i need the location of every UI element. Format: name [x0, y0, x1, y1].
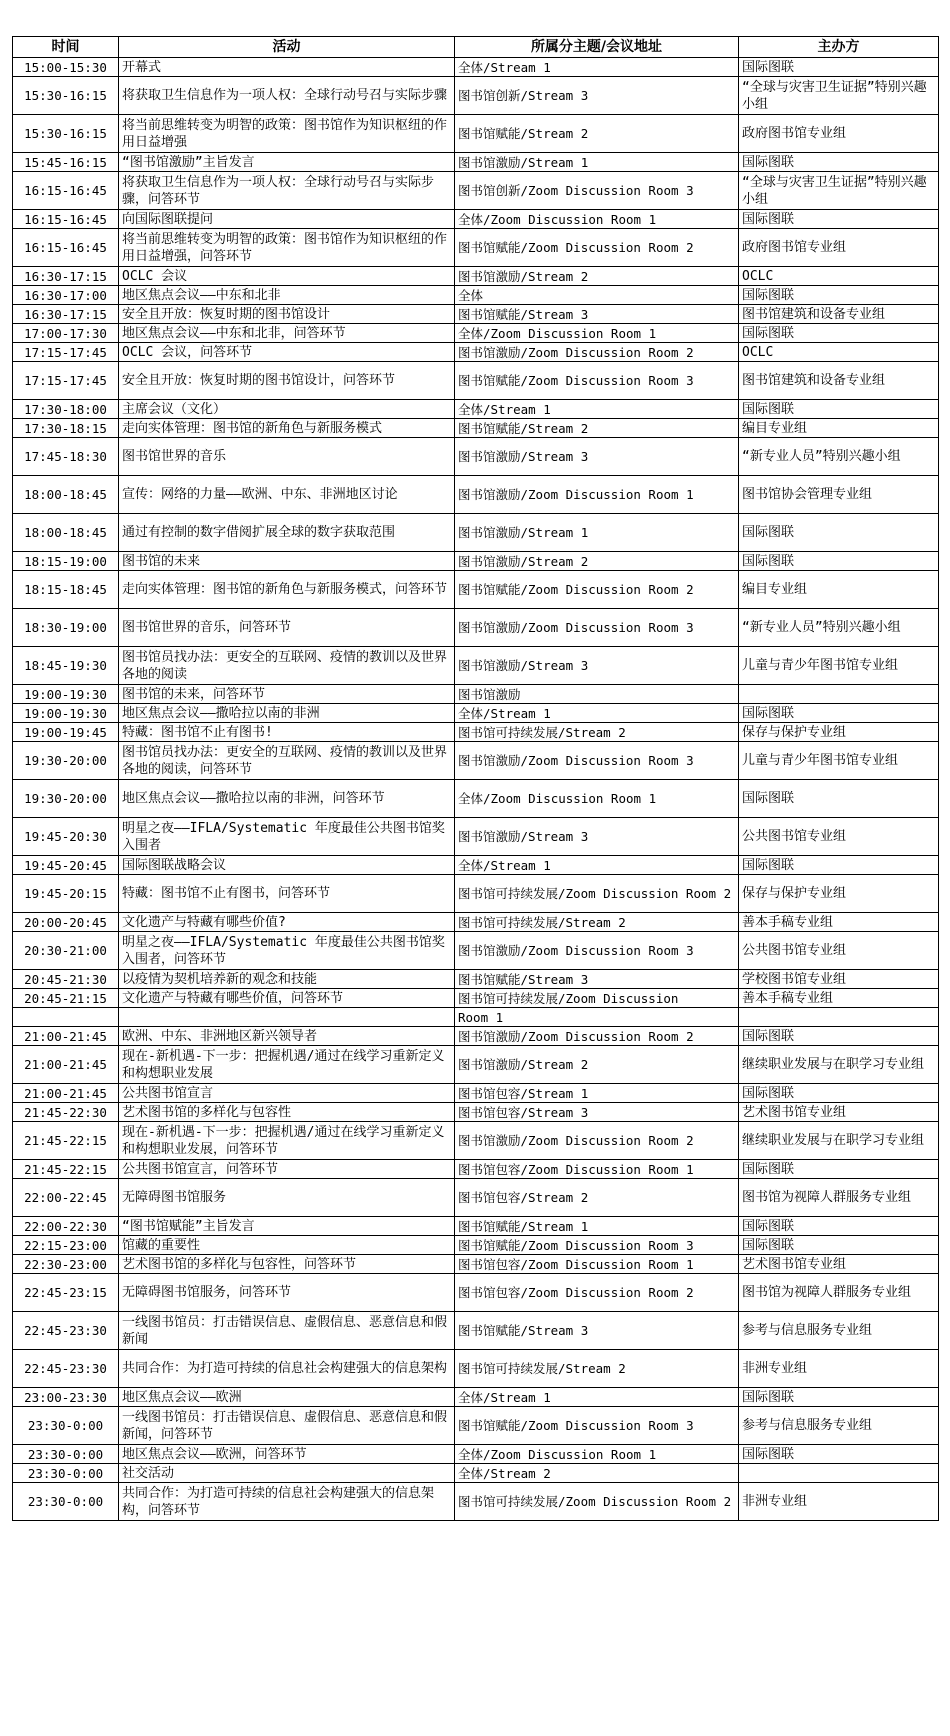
time-cell: 16:30-17:00 — [13, 286, 119, 305]
venue-cell: 全体/Zoom Discussion Room 1 — [455, 210, 739, 229]
activity-cell: 主席会议（文化） — [119, 400, 455, 419]
activity-cell: 走向实体管理：图书馆的新角色与新服务模式，问答环节 — [119, 571, 455, 609]
venue-cell: 图书馆激励/Zoom Discussion Room 2 — [455, 1122, 739, 1160]
header-organizer: 主办方 — [739, 37, 939, 58]
organizer-cell: 国际图联 — [739, 856, 939, 875]
organizer-cell: 学校图书馆专业组 — [739, 970, 939, 989]
time-cell: 19:00-19:30 — [13, 685, 119, 704]
time-cell: 23:00-23:30 — [13, 1388, 119, 1407]
table-row — [13, 1179, 939, 1217]
table-row — [13, 514, 939, 552]
organizer-cell: 儿童与青少年图书馆专业组 — [739, 742, 939, 780]
table-row — [13, 1350, 939, 1388]
venue-cell: 图书馆创新/Stream 3 — [455, 77, 739, 115]
organizer-cell: 艺术图书馆专业组 — [739, 1255, 939, 1274]
table-row — [13, 1103, 939, 1122]
time-cell: 21:00-21:45 — [13, 1046, 119, 1084]
activity-cell: 图书馆世界的音乐 — [119, 438, 455, 476]
venue-cell: 图书馆可持续发展/Stream 2 — [455, 913, 739, 932]
table-row — [13, 286, 939, 305]
time-cell: 22:00-22:45 — [13, 1179, 119, 1217]
table-row — [13, 267, 939, 286]
organizer-cell: 国际图联 — [739, 1027, 939, 1046]
activity-cell: 文化遗产与特藏有哪些价值? — [119, 913, 455, 932]
activity-cell: 一线图书馆员：打击错误信息、虚假信息、恶意信息和假新闻，问答环节 — [119, 1407, 455, 1445]
table-row — [13, 704, 939, 723]
organizer-cell: “新专业人员”特别兴趣小组 — [739, 609, 939, 647]
table-row — [13, 438, 939, 476]
activity-cell: OCLC 会议，问答环节 — [119, 343, 455, 362]
table-row — [13, 1027, 939, 1046]
activity-cell: 特藏：图书馆不止有图书! — [119, 723, 455, 742]
venue-cell: 图书馆赋能/Zoom Discussion Room 2 — [455, 571, 739, 609]
time-cell: 15:30-16:15 — [13, 77, 119, 115]
table-row — [13, 362, 939, 400]
organizer-cell: 编目专业组 — [739, 419, 939, 438]
time-cell: 21:00-21:45 — [13, 1027, 119, 1046]
organizer-cell: 图书馆协会管理专业组 — [739, 476, 939, 514]
organizer-cell: 国际图联 — [739, 514, 939, 552]
time-cell: 22:45-23:15 — [13, 1274, 119, 1312]
venue-cell: 图书馆激励/Stream 2 — [455, 552, 739, 571]
organizer-cell: 公共图书馆专业组 — [739, 932, 939, 970]
time-cell: 23:30-0:00 — [13, 1483, 119, 1521]
time-cell: 22:45-23:30 — [13, 1350, 119, 1388]
time-cell: 19:30-20:00 — [13, 780, 119, 818]
time-cell: 15:45-16:15 — [13, 153, 119, 172]
activity-cell: 地区焦点会议——中东和北非 — [119, 286, 455, 305]
organizer-cell: 公共图书馆专业组 — [739, 818, 939, 856]
venue-cell: 全体/Zoom Discussion Room 1 — [455, 324, 739, 343]
table-row — [13, 1217, 939, 1236]
time-cell: 16:15-16:45 — [13, 172, 119, 210]
time-cell — [13, 1008, 119, 1027]
time-cell: 18:00-18:45 — [13, 514, 119, 552]
venue-cell: 图书馆赋能/Zoom Discussion Room 2 — [455, 229, 739, 267]
activity-cell: 共同合作：为打造可持续的信息社会构建强大的信息架构 — [119, 1350, 455, 1388]
table-row — [13, 1388, 939, 1407]
table-row — [13, 210, 939, 229]
activity-cell: 地区焦点会议——撒哈拉以南的非洲，问答环节 — [119, 780, 455, 818]
venue-cell: 图书馆激励/Stream 2 — [455, 267, 739, 286]
venue-cell: 全体/Stream 1 — [455, 58, 739, 77]
time-cell: 23:30-0:00 — [13, 1464, 119, 1483]
venue-cell: 图书馆激励/Stream 1 — [455, 514, 739, 552]
organizer-cell: OCLC — [739, 343, 939, 362]
activity-cell: 图书馆的未来 — [119, 552, 455, 571]
table-row — [13, 77, 939, 115]
activity-cell: 文化遗产与特藏有哪些价值，问答环节 — [119, 989, 455, 1008]
venue-cell: 图书馆赋能/Zoom Discussion Room 3 — [455, 362, 739, 400]
time-cell: 19:45-20:30 — [13, 818, 119, 856]
table-row — [13, 1464, 939, 1483]
organizer-cell: 保存与保护专业组 — [739, 723, 939, 742]
activity-cell: 欧洲、中东、非洲地区新兴领导者 — [119, 1027, 455, 1046]
venue-cell: 图书馆创新/Zoom Discussion Room 3 — [455, 172, 739, 210]
table-row — [13, 58, 939, 77]
table-row — [13, 115, 939, 153]
venue-cell: 图书馆赋能/Stream 3 — [455, 970, 739, 989]
activity-cell: 地区焦点会议——欧洲，问答环节 — [119, 1445, 455, 1464]
organizer-cell — [739, 685, 939, 704]
organizer-cell: 参考与信息服务专业组 — [739, 1407, 939, 1445]
venue-cell: 图书馆赋能/Zoom Discussion Room 3 — [455, 1236, 739, 1255]
activity-cell: 国际图联战略会议 — [119, 856, 455, 875]
time-cell: 21:45-22:30 — [13, 1103, 119, 1122]
activity-cell: “图书馆激励”主旨发言 — [119, 153, 455, 172]
venue-cell: 图书馆包容/Stream 2 — [455, 1179, 739, 1217]
time-cell: 21:45-22:15 — [13, 1160, 119, 1179]
organizer-cell: 儿童与青少年图书馆专业组 — [739, 647, 939, 685]
venue-cell: 图书馆包容/Zoom Discussion Room 2 — [455, 1274, 739, 1312]
organizer-cell: 图书馆为视障人群服务专业组 — [739, 1274, 939, 1312]
activity-cell: 现在-新机遇-下一步：把握机遇/通过在线学习重新定义和构想职业发展，问答环节 — [119, 1122, 455, 1160]
activity-cell: 艺术图书馆的多样化与包容性 — [119, 1103, 455, 1122]
time-cell: 17:30-18:15 — [13, 419, 119, 438]
organizer-cell: 非洲专业组 — [739, 1483, 939, 1521]
table-row — [13, 229, 939, 267]
activity-cell: 将获取卫生信息作为一项人权：全球行动号召与实际步骤 — [119, 77, 455, 115]
time-cell: 20:45-21:15 — [13, 989, 119, 1008]
organizer-cell: 国际图联 — [739, 210, 939, 229]
organizer-cell: 国际图联 — [739, 1388, 939, 1407]
venue-cell: 图书馆激励/Zoom Discussion Room 2 — [455, 1027, 739, 1046]
activity-cell: 共同合作：为打造可持续的信息社会构建强大的信息架构，问答环节 — [119, 1483, 455, 1521]
table-row — [13, 324, 939, 343]
table-row — [13, 1236, 939, 1255]
venue-cell: 图书馆包容/Zoom Discussion Room 1 — [455, 1160, 739, 1179]
venue-cell: 图书馆激励/Stream 1 — [455, 153, 739, 172]
venue-cell: 图书馆可持续发展/Zoom Discussion — [455, 989, 739, 1008]
venue-cell: Room 1 — [455, 1008, 739, 1027]
activity-cell: 无障碍图书馆服务，问答环节 — [119, 1274, 455, 1312]
time-cell: 19:00-19:30 — [13, 704, 119, 723]
activity-cell: 公共图书馆宣言，问答环节 — [119, 1160, 455, 1179]
organizer-cell: 善本手稿专业组 — [739, 913, 939, 932]
organizer-cell: “全球与灾害卫生证据”特别兴趣小组 — [739, 77, 939, 115]
activity-cell: 馆藏的重要性 — [119, 1236, 455, 1255]
time-cell: 16:15-16:45 — [13, 229, 119, 267]
activity-cell: 安全且开放：恢复时期的图书馆设计，问答环节 — [119, 362, 455, 400]
venue-cell: 图书馆赋能/Stream 3 — [455, 1312, 739, 1350]
time-cell: 22:45-23:30 — [13, 1312, 119, 1350]
table-row — [13, 1046, 939, 1084]
time-cell: 17:15-17:45 — [13, 343, 119, 362]
venue-cell: 图书馆赋能/Stream 2 — [455, 115, 739, 153]
time-cell: 15:30-16:15 — [13, 115, 119, 153]
venue-cell: 全体/Zoom Discussion Room 1 — [455, 780, 739, 818]
activity-cell: 宣传：网络的力量——欧洲、中东、非洲地区讨论 — [119, 476, 455, 514]
venue-cell: 图书馆激励/Stream 3 — [455, 818, 739, 856]
activity-cell: 通过有控制的数字借阅扩展全球的数字获取范围 — [119, 514, 455, 552]
activity-cell: 图书馆的未来，问答环节 — [119, 685, 455, 704]
time-cell: 21:45-22:15 — [13, 1122, 119, 1160]
time-cell: 18:15-19:00 — [13, 552, 119, 571]
activity-cell: 艺术图书馆的多样化与包容性，问答环节 — [119, 1255, 455, 1274]
time-cell: 23:30-0:00 — [13, 1445, 119, 1464]
venue-cell: 图书馆包容/Stream 3 — [455, 1103, 739, 1122]
table-row — [13, 609, 939, 647]
organizer-cell: 艺术图书馆专业组 — [739, 1103, 939, 1122]
organizer-cell: 国际图联 — [739, 1445, 939, 1464]
venue-cell: 图书馆可持续发展/Zoom Discussion Room 2 — [455, 875, 739, 913]
table-row — [13, 723, 939, 742]
activity-cell: 图书馆员找办法：更安全的互联网、疫情的教训以及世界各地的阅读 — [119, 647, 455, 685]
table-row — [13, 552, 939, 571]
venue-cell: 图书馆激励/Stream 2 — [455, 1046, 739, 1084]
time-cell: 20:30-21:00 — [13, 932, 119, 970]
venue-cell: 图书馆激励/Stream 3 — [455, 647, 739, 685]
time-cell: 16:15-16:45 — [13, 210, 119, 229]
time-cell: 22:15-23:00 — [13, 1236, 119, 1255]
organizer-cell: 国际图联 — [739, 286, 939, 305]
schedule-table — [12, 36, 939, 1521]
venue-cell: 图书馆激励 — [455, 685, 739, 704]
activity-cell: 社交活动 — [119, 1464, 455, 1483]
organizer-cell: OCLC — [739, 267, 939, 286]
activity-cell: 无障碍图书馆服务 — [119, 1179, 455, 1217]
organizer-cell: 保存与保护专业组 — [739, 875, 939, 913]
venue-cell: 全体/Zoom Discussion Room 1 — [455, 1445, 739, 1464]
venue-cell: 图书馆激励/Zoom Discussion Room 3 — [455, 932, 739, 970]
activity-cell: 安全且开放：恢复时期的图书馆设计 — [119, 305, 455, 324]
venue-cell: 图书馆赋能/Stream 1 — [455, 1217, 739, 1236]
table-row — [13, 932, 939, 970]
organizer-cell: 编目专业组 — [739, 571, 939, 609]
activity-cell: 向国际图联提问 — [119, 210, 455, 229]
table-row — [13, 647, 939, 685]
time-cell: 22:30-23:00 — [13, 1255, 119, 1274]
table-row — [13, 400, 939, 419]
activity-cell: 地区焦点会议——中东和北非，问答环节 — [119, 324, 455, 343]
venue-cell: 图书馆可持续发展/Stream 2 — [455, 723, 739, 742]
organizer-cell: “新专业人员”特别兴趣小组 — [739, 438, 939, 476]
activity-cell: 图书馆员找办法：更安全的互联网、疫情的教训以及世界各地的阅读，问答环节 — [119, 742, 455, 780]
time-cell: 16:30-17:15 — [13, 267, 119, 286]
time-cell: 19:45-20:15 — [13, 875, 119, 913]
table-row — [13, 742, 939, 780]
activity-cell: 明星之夜——IFLA/Systematic 年度最佳公共图书馆奖入围者 — [119, 818, 455, 856]
table-row — [13, 818, 939, 856]
time-cell: 15:00-15:30 — [13, 58, 119, 77]
venue-cell: 图书馆赋能/Stream 2 — [455, 419, 739, 438]
organizer-cell: 国际图联 — [739, 58, 939, 77]
organizer-cell: 国际图联 — [739, 400, 939, 419]
organizer-cell: 继续职业发展与在职学习专业组 — [739, 1122, 939, 1160]
activity-cell: 将当前思维转变为明智的政策：图书馆作为知识枢纽的作用日益增强，问答环节 — [119, 229, 455, 267]
table-row — [13, 685, 939, 704]
time-cell: 17:15-17:45 — [13, 362, 119, 400]
venue-cell: 图书馆包容/Stream 1 — [455, 1084, 739, 1103]
time-cell: 18:15-18:45 — [13, 571, 119, 609]
time-cell: 21:00-21:45 — [13, 1084, 119, 1103]
venue-cell: 图书馆激励/Zoom Discussion Room 1 — [455, 476, 739, 514]
header-row — [13, 37, 939, 58]
time-cell: 17:30-18:00 — [13, 400, 119, 419]
venue-cell: 图书馆可持续发展/Zoom Discussion Room 2 — [455, 1483, 739, 1521]
time-cell: 18:00-18:45 — [13, 476, 119, 514]
activity-cell: 特藏：图书馆不止有图书，问答环节 — [119, 875, 455, 913]
time-cell: 17:00-17:30 — [13, 324, 119, 343]
organizer-cell: 国际图联 — [739, 324, 939, 343]
time-cell: 18:30-19:00 — [13, 609, 119, 647]
organizer-cell — [739, 1464, 939, 1483]
venue-cell: 全体/Stream 1 — [455, 1388, 739, 1407]
time-cell: 19:45-20:45 — [13, 856, 119, 875]
organizer-cell: 国际图联 — [739, 1160, 939, 1179]
table-row — [13, 571, 939, 609]
schedule-document — [12, 36, 938, 1521]
table-row — [13, 1255, 939, 1274]
table-row — [13, 913, 939, 932]
activity-cell: 现在-新机遇-下一步：把握机遇/通过在线学习重新定义和构想职业发展 — [119, 1046, 455, 1084]
organizer-cell: “全球与灾害卫生证据”特别兴趣小组 — [739, 172, 939, 210]
venue-cell: 图书馆激励/Stream 3 — [455, 438, 739, 476]
venue-cell: 全体/Stream 1 — [455, 704, 739, 723]
organizer-cell — [739, 1008, 939, 1027]
time-cell: 23:30-0:00 — [13, 1407, 119, 1445]
activity-cell: 图书馆世界的音乐，问答环节 — [119, 609, 455, 647]
table-row — [13, 1312, 939, 1350]
venue-cell: 图书馆赋能/Zoom Discussion Room 3 — [455, 1407, 739, 1445]
venue-cell: 全体 — [455, 286, 739, 305]
table-row — [13, 419, 939, 438]
organizer-cell: 国际图联 — [739, 153, 939, 172]
activity-cell: 一线图书馆员：打击错误信息、虚假信息、恶意信息和假新闻 — [119, 1312, 455, 1350]
table-row — [13, 1483, 939, 1521]
time-cell: 19:30-20:00 — [13, 742, 119, 780]
venue-cell: 图书馆赋能/Stream 3 — [455, 305, 739, 324]
venue-cell: 图书馆激励/Zoom Discussion Room 3 — [455, 742, 739, 780]
activity-cell: 开幕式 — [119, 58, 455, 77]
organizer-cell: 图书馆为视障人群服务专业组 — [739, 1179, 939, 1217]
table-row — [13, 970, 939, 989]
activity-cell: 走向实体管理：图书馆的新角色与新服务模式 — [119, 419, 455, 438]
table-row — [13, 1122, 939, 1160]
organizer-cell: 政府图书馆专业组 — [739, 229, 939, 267]
organizer-cell: 政府图书馆专业组 — [739, 115, 939, 153]
table-row — [13, 1445, 939, 1464]
activity-cell: 以疫情为契机培养新的观念和技能 — [119, 970, 455, 989]
schedule-body — [13, 58, 939, 1521]
time-cell: 17:45-18:30 — [13, 438, 119, 476]
time-cell: 16:30-17:15 — [13, 305, 119, 324]
organizer-cell: 国际图联 — [739, 1236, 939, 1255]
organizer-cell: 图书馆建筑和设备专业组 — [739, 362, 939, 400]
table-row — [13, 153, 939, 172]
activity-cell: “图书馆赋能”主旨发言 — [119, 1217, 455, 1236]
organizer-cell: 国际图联 — [739, 1084, 939, 1103]
table-row — [13, 1407, 939, 1445]
organizer-cell: 国际图联 — [739, 552, 939, 571]
time-cell: 19:00-19:45 — [13, 723, 119, 742]
time-cell: 20:45-21:30 — [13, 970, 119, 989]
venue-cell: 图书馆激励/Zoom Discussion Room 3 — [455, 609, 739, 647]
venue-cell: 图书馆可持续发展/Stream 2 — [455, 1350, 739, 1388]
table-row — [13, 1008, 939, 1027]
header-venue: 所属分主题/会议地址 — [455, 37, 739, 58]
table-row — [13, 1084, 939, 1103]
activity-cell — [119, 1008, 455, 1027]
organizer-cell: 继续职业发展与在职学习专业组 — [739, 1046, 939, 1084]
table-row — [13, 875, 939, 913]
organizer-cell: 国际图联 — [739, 780, 939, 818]
header-activity: 活动 — [119, 37, 455, 58]
venue-cell: 全体/Stream 2 — [455, 1464, 739, 1483]
venue-cell: 全体/Stream 1 — [455, 400, 739, 419]
venue-cell: 图书馆包容/Zoom Discussion Room 1 — [455, 1255, 739, 1274]
activity-cell: 明星之夜——IFLA/Systematic 年度最佳公共图书馆奖入围者，问答环节 — [119, 932, 455, 970]
activity-cell: OCLC 会议 — [119, 267, 455, 286]
table-row — [13, 989, 939, 1008]
activity-cell: 地区焦点会议——欧洲 — [119, 1388, 455, 1407]
organizer-cell: 国际图联 — [739, 1217, 939, 1236]
table-row — [13, 305, 939, 324]
time-cell: 18:45-19:30 — [13, 647, 119, 685]
table-row — [13, 343, 939, 362]
table-row — [13, 1160, 939, 1179]
activity-cell: 将获取卫生信息作为一项人权：全球行动号召与实际步骤，问答环节 — [119, 172, 455, 210]
organizer-cell: 善本手稿专业组 — [739, 989, 939, 1008]
organizer-cell: 国际图联 — [739, 704, 939, 723]
table-row — [13, 172, 939, 210]
activity-cell: 地区焦点会议——撒哈拉以南的非洲 — [119, 704, 455, 723]
organizer-cell: 参考与信息服务专业组 — [739, 1312, 939, 1350]
time-cell: 20:00-20:45 — [13, 913, 119, 932]
time-cell: 22:00-22:30 — [13, 1217, 119, 1236]
venue-cell: 图书馆激励/Zoom Discussion Room 2 — [455, 343, 739, 362]
table-row — [13, 1274, 939, 1312]
table-row — [13, 476, 939, 514]
organizer-cell: 图书馆建筑和设备专业组 — [739, 305, 939, 324]
activity-cell: 将当前思维转变为明智的政策：图书馆作为知识枢纽的作用日益增强 — [119, 115, 455, 153]
header-time: 时间 — [13, 37, 119, 58]
venue-cell: 全体/Stream 1 — [455, 856, 739, 875]
activity-cell: 公共图书馆宣言 — [119, 1084, 455, 1103]
table-row — [13, 856, 939, 875]
organizer-cell: 非洲专业组 — [739, 1350, 939, 1388]
table-row — [13, 780, 939, 818]
